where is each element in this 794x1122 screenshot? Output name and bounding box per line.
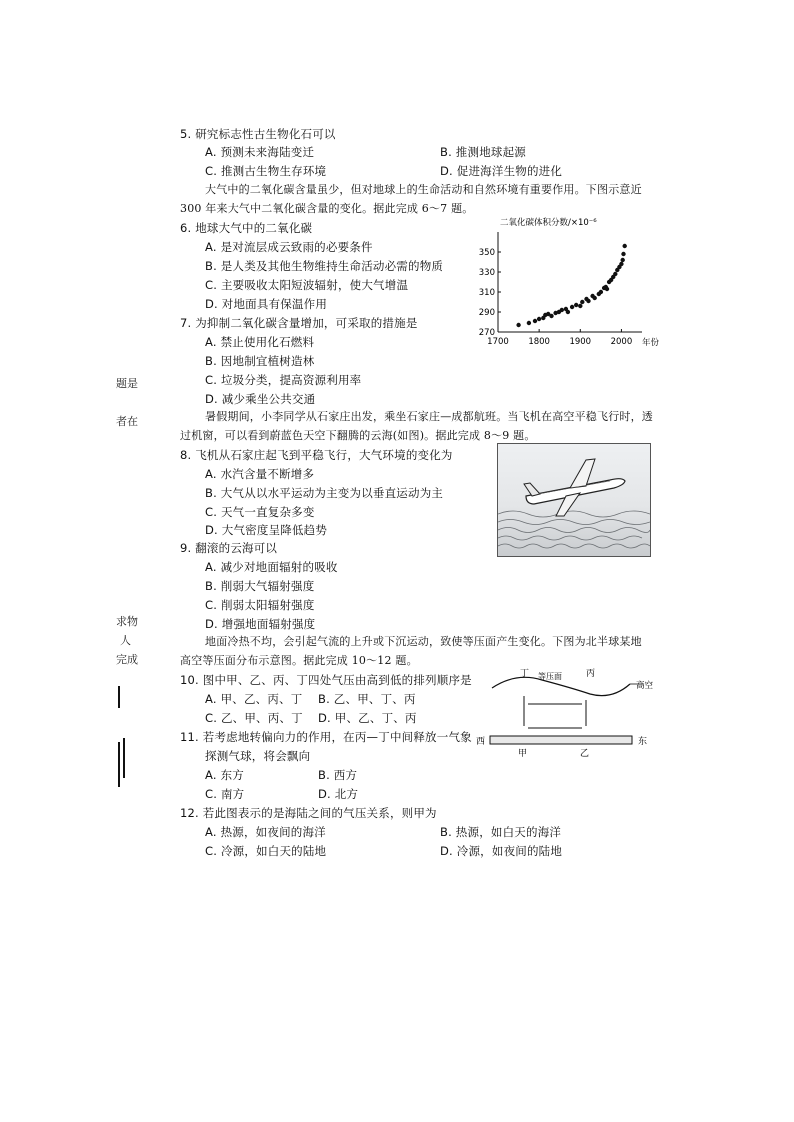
question-9-stem: 9. 翻滚的云海可以: [180, 541, 278, 555]
ground-bar: [490, 736, 632, 744]
scan-edge-mark: [123, 738, 125, 778]
intro-6-7-line1: 大气中的二氧化碳含量虽少，但对地球上的生命活动和自然环境有重要作用。下图示意近: [205, 183, 642, 196]
question-8-option-d: D. 大气密度呈降低趋势: [205, 523, 328, 537]
airplane-illustration: [498, 444, 650, 556]
label-upper-air: 高空: [636, 681, 654, 691]
data-point: [533, 319, 537, 323]
co2-scatter-chart: [470, 214, 670, 348]
margin-fragment: 人: [120, 634, 131, 647]
chart-x-axis-label: 年份: [642, 338, 660, 348]
question-5-option-a: A. 预测未来海陆变迁: [205, 145, 315, 159]
data-point: [549, 314, 553, 318]
intro-8-9-line1: 暑假期间，小李同学从石家庄出发，乘坐石家庄—成都航班。当飞机在高空平稳飞行时，透: [205, 410, 653, 423]
question-11-option-d: D. 北方: [318, 787, 359, 801]
data-point: [574, 303, 578, 307]
data-point: [586, 299, 590, 303]
airplane: [524, 459, 625, 516]
question-10-option-b: B. 乙、甲、丁、丙: [318, 692, 416, 706]
intro-8-9-line2: 过机窗，可以看到蔚蓝色天空下翻腾的云海(如图)。据此完成 8～9 题。: [180, 429, 536, 442]
margin-fragment: 求物: [116, 615, 138, 628]
question-12-option-b: B. 热源，如白天的海洋: [440, 825, 562, 839]
label-ding: 丁: [520, 669, 530, 679]
question-6-option-a: A. 是对流层成云致雨的必要条件: [205, 240, 373, 254]
question-8-stem: 8. 飞机从石家庄起飞到平稳飞行，大气环境的变化为: [180, 448, 453, 462]
x-tick-label: 1900: [569, 337, 592, 347]
cloud-sea: [498, 511, 650, 548]
question-7-option-a: A. 禁止使用化石燃料: [205, 335, 315, 349]
isobaric-surface-diagram: [472, 664, 682, 760]
intro-10-12-line1: 地面冷热不均，会引起气流的上升或下沉运动，致使等压面产生变化。下图为北半球某地: [205, 635, 642, 648]
question-11-option-b: B. 西方: [318, 768, 358, 782]
y-tick-label: 330: [478, 268, 495, 278]
data-point: [605, 287, 609, 291]
question-7-stem: 7. 为抑制二氧化碳含量增加，可采取的措施是: [180, 316, 418, 330]
question-5-option-b: B. 推测地球起源: [440, 145, 526, 159]
question-7-option-b: B. 因地制宜植树造林: [205, 354, 315, 368]
question-9-option-a: A. 减少对地面辐射的吸收: [205, 560, 338, 574]
question-7-option-d: D. 减少乘坐公共交通: [205, 392, 316, 406]
y-tick-label: 290: [478, 308, 495, 318]
data-point: [593, 296, 597, 300]
question-5-option-c: C. 推测古生物生存环境: [205, 164, 327, 178]
data-point: [599, 290, 603, 294]
data-point: [560, 308, 564, 312]
margin-fragment: 完成: [116, 653, 138, 666]
question-11-stem-line1: 11. 若考虑地转偏向力的作用，在丙—丁中间释放一气象: [180, 730, 472, 744]
data-point: [621, 252, 625, 256]
question-11-option-c: C. 南方: [205, 787, 245, 801]
label-yi: 乙: [580, 749, 590, 759]
data-point: [527, 321, 531, 325]
label-west: 西: [476, 737, 486, 747]
data-point: [580, 300, 584, 304]
chart-points-group: [516, 244, 627, 327]
x-tick-label: 1700: [487, 337, 509, 347]
question-6-option-c: C. 主要吸收太阳短波辐射，使大气增温: [205, 278, 409, 292]
question-10-option-c: C. 乙、甲、丙、丁: [205, 711, 303, 725]
question-10-option-a: A. 甲、乙、丙、丁: [205, 692, 303, 706]
label-jia: 甲: [518, 749, 528, 759]
question-5-stem: 5. 研究标志性古生物化石可以: [180, 127, 336, 141]
y-tick-label: 350: [478, 248, 495, 258]
question-5-option-d: D. 促进海洋生物的进化: [440, 164, 563, 178]
data-point: [619, 262, 623, 266]
scan-edge-mark: [118, 742, 120, 787]
label-isobaric-surface: 等压面: [538, 672, 562, 681]
margin-fragment: 题是: [116, 377, 138, 390]
question-6-stem: 6. 地球大气中的二氧化碳: [180, 221, 313, 235]
question-12-option-d: D. 冷源，如夜间的陆地: [440, 844, 563, 858]
question-8-option-b: B. 大气从以水平运动为主变为以垂直运动为主: [205, 486, 444, 500]
chart-y-axis-label: 二氧化碳体积分数/×10⁻⁶: [500, 218, 597, 228]
question-10-option-d: D. 甲、乙、丁、丙: [318, 711, 417, 725]
data-point: [566, 310, 570, 314]
question-6-option-d: D. 对地面具有保温作用: [205, 297, 328, 311]
question-6-option-b: B. 是人类及其他生物维持生命活动必需的物质: [205, 259, 444, 273]
data-point: [516, 323, 520, 327]
question-10-stem: 10. 图中甲、乙、丙、丁四处气压由高到低的排列顺序是: [180, 673, 472, 687]
data-point: [537, 317, 541, 321]
intro-6-7-line2: 300 年来大气中二氧化碳含量的变化。据此完成 6～7 题。: [180, 202, 474, 215]
label-east: 东: [638, 737, 648, 747]
question-12-option-c: C. 冷源，如白天的陆地: [205, 844, 327, 858]
airplane-cloud-sea-photo: [497, 443, 651, 557]
data-point: [578, 304, 582, 308]
scan-edge-mark: [118, 686, 120, 708]
question-12-stem: 12. 若此图表示的是海陆之间的气压关系，则甲为: [180, 806, 437, 820]
question-7-option-c: C. 垃圾分类，提高资源利用率: [205, 373, 362, 387]
data-point: [570, 305, 574, 309]
data-point: [621, 258, 625, 262]
data-point: [613, 272, 617, 276]
label-bing: 丙: [586, 669, 596, 679]
question-9-option-c: C. 削弱太阳辐射强度: [205, 598, 315, 612]
margin-fragment: 者在: [116, 415, 138, 428]
question-8-option-c: C. 天气一直复杂多变: [205, 505, 315, 519]
x-tick-label: 2000: [610, 337, 633, 347]
intro-10-12-line2: 高空等压面分布示意图。据此完成 10～12 题。: [180, 654, 418, 667]
data-point: [623, 244, 627, 248]
y-tick-label: 270: [478, 328, 495, 338]
question-12-option-a: A. 热源，如夜间的海洋: [205, 825, 326, 839]
question-11-stem-line2: 探测气球，将会飘向: [205, 749, 311, 763]
y-tick-label: 310: [478, 288, 495, 298]
x-tick-label: 1800: [528, 337, 550, 347]
question-8-option-a: A. 水汽含量不断增多: [205, 467, 315, 481]
question-9-option-d: D. 增强地面辐射强度: [205, 617, 316, 631]
question-9-option-b: B. 削弱大气辐射强度: [205, 579, 315, 593]
question-11-option-a: A. 东方: [205, 768, 244, 782]
